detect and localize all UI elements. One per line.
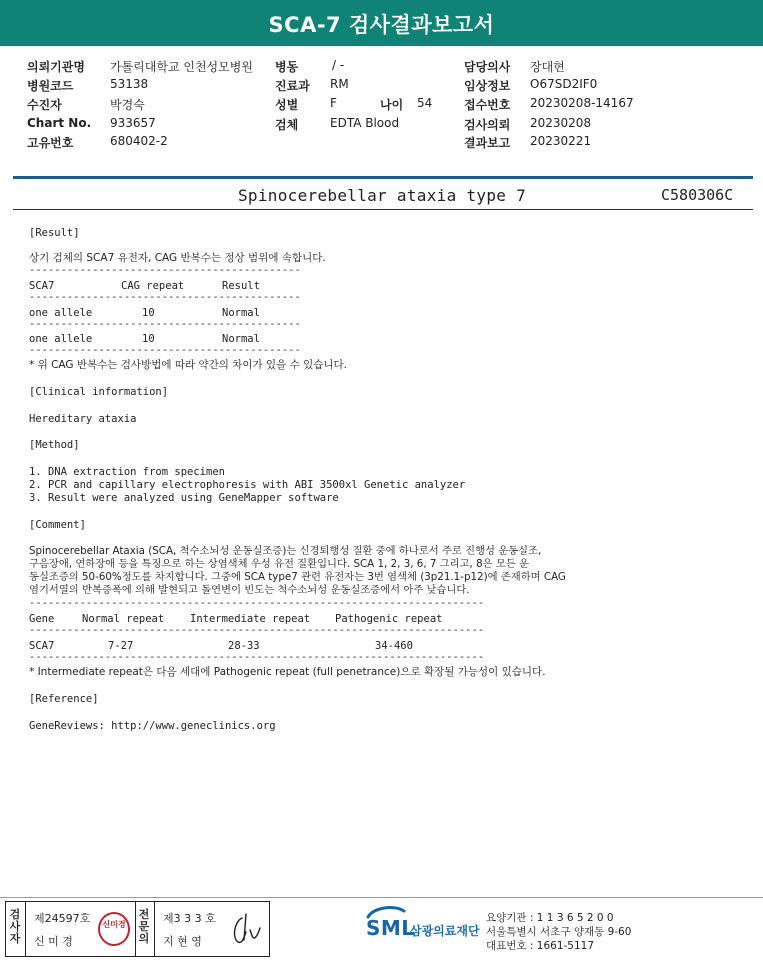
requesting-institution-value: 가톨릭대학교 인천성모병원 xyxy=(110,60,253,74)
corp-address: 서울특별시 서초구 양재동 9-60 xyxy=(486,926,632,938)
examiner-seal xyxy=(98,912,130,946)
result-note: * 위 CAG 반복수는 검사방법에 따라 약간의 차이가 있을 수 있습니다. xyxy=(29,359,348,371)
divider: ------------------------------------------- xyxy=(29,318,301,330)
result-heading: [Result] xyxy=(29,227,80,239)
chart-no-label: Chart No. xyxy=(27,116,92,130)
result-col-gene: SCA7 xyxy=(29,280,55,292)
result-row-allele: one allele xyxy=(29,333,93,345)
divider: ------------------------------------------------------------------------ xyxy=(29,624,485,636)
sex-label: 성별 xyxy=(275,98,299,112)
method-heading: [Method] xyxy=(29,439,80,451)
comment-line: 구음장애, 연하장애 등을 특징으로 하는 상염색체 우성 유전 질환입니다. SCA 1, 2, 3, 6, 7 그리고, 8은 모든 운 xyxy=(29,558,529,570)
department-label: 진료과 xyxy=(275,79,310,93)
method-step: 3. Result were analyzed using GeneMapper software xyxy=(29,492,339,504)
footer-divider xyxy=(0,897,763,898)
ward-value: / - xyxy=(332,58,345,72)
examiner-license: 제24597호 xyxy=(34,912,91,925)
result-row-repeat: 10 xyxy=(142,333,155,345)
report-title: SCA-7 검사결과보고서 xyxy=(0,0,763,46)
divider: ------------------------------------------- xyxy=(29,264,301,276)
seal-text: 신미경 xyxy=(102,920,126,929)
divider xyxy=(135,902,136,956)
clinical-text: Hereditary ataxia xyxy=(29,413,137,425)
comment-note: * Intermediate repeat은 다음 세대에 Pathogenic repeat (full penetrance)으로 확장될 가능성이 있습니다. xyxy=(29,666,546,678)
report-date-label: 결과보고 xyxy=(464,136,511,150)
specimen-label: 검체 xyxy=(275,118,299,132)
logo-mark: SML xyxy=(366,916,415,940)
result-col-cag: CAG repeat xyxy=(121,280,185,292)
comment-col-intermediate: Intermediate repeat xyxy=(190,613,311,625)
corp-phone: 대표번호 : 1661-5117 xyxy=(486,940,595,952)
examiner-name: 신 미 경 xyxy=(34,935,73,948)
hospital-code-label: 병원코드 xyxy=(27,79,74,93)
physician-value: 장대현 xyxy=(530,60,565,74)
report-date-value: 20230221 xyxy=(530,134,592,148)
divider: ------------------------------------------------------------------------ xyxy=(29,597,485,609)
result-row-repeat: 10 xyxy=(142,307,155,319)
comment-heading: [Comment] xyxy=(29,519,86,531)
method-step: 2. PCR and capillary electrophoresis with ABI 3500xl Genetic analyzer xyxy=(29,479,466,491)
comment-col-gene: Gene xyxy=(29,613,55,625)
comment-row-intermediate: 28-33 xyxy=(228,640,260,652)
comment-row-normal: 7-27 xyxy=(108,640,134,652)
title-underline xyxy=(13,209,753,210)
reference-heading: [Reference] xyxy=(29,693,99,705)
divider: ------------------------------------------- xyxy=(29,291,301,303)
specialist-license: 제3 3 3 호 xyxy=(163,912,216,925)
sex-value: F xyxy=(330,96,337,110)
physician-label: 담당의사 xyxy=(464,60,511,74)
result-row-result: Normal xyxy=(222,307,260,319)
clinical-heading: [Clinical information] xyxy=(29,386,169,398)
specimen-value: EDTA Blood xyxy=(330,116,400,130)
receipt-no-value: 20230208-14167 xyxy=(530,96,634,110)
hospital-code-value: 53138 xyxy=(110,77,149,91)
unique-id-value: 680402-2 xyxy=(110,134,168,148)
institution-code: 요양기관 : 1 1 3 6 5 2 0 0 xyxy=(486,912,614,924)
result-row-result: Normal xyxy=(222,333,260,345)
comment-line: 동실조증의 50-60%정도를 차지합니다. 그중에 SCA type7 관련 유전자는 3번 염색체 (3p21.1-p12)에 존재하며 CAG xyxy=(29,571,566,583)
specialist-vertical-label: 전 문 의 xyxy=(138,908,150,945)
comment-row-gene: SCA7 xyxy=(29,640,55,652)
examiner-vertical-label: 검 사 자 xyxy=(9,908,21,945)
signature-box xyxy=(5,901,270,957)
result-row-allele: one allele xyxy=(29,307,93,319)
comment-row-pathogenic: 34-460 xyxy=(375,640,413,652)
clinical-info-label: 임상정보 xyxy=(464,79,511,93)
chart-no-value: 933657 xyxy=(110,116,156,130)
corp-name: 삼광의료재단 xyxy=(410,924,480,938)
request-date-label: 검사의뢰 xyxy=(464,118,511,132)
comment-line: 염기서열의 반복증폭에 의해 발현되고 돌연변이 빈도는 척수소뇌성 운동실조증에서 아주 낮습니다. xyxy=(29,584,470,596)
patient-label: 수진자 xyxy=(27,98,62,112)
comment-col-normal: Normal repeat xyxy=(82,613,165,625)
comment-line: Spinocerebellar Ataxia (SCA, 척수소뇌성 운동실조증)는 신경퇴행성 질환 중에 하나로서 주로 진행성 운동실조, xyxy=(29,545,542,557)
divider: ------------------------------------------- xyxy=(29,344,301,356)
patient-value: 박경숙 xyxy=(110,98,145,112)
age-label: 나이 xyxy=(380,98,404,112)
request-date-value: 20230208 xyxy=(530,116,592,130)
divider xyxy=(25,902,26,956)
comment-col-pathogenic: Pathogenic repeat xyxy=(335,613,443,625)
divider: ------------------------------------------------------------------------ xyxy=(29,651,485,663)
unique-id-label: 고유번호 xyxy=(27,136,74,150)
result-summary: 상기 검체의 SCA7 유전자, CAG 반복수는 정상 범위에 속합니다. xyxy=(29,252,326,264)
divider xyxy=(154,902,155,956)
ward-label: 병동 xyxy=(275,60,299,74)
document-code: C580306C xyxy=(661,186,734,204)
document-title: Spinocerebellar ataxia type 7 xyxy=(238,186,527,205)
requesting-institution-label: 의뢰기관명 xyxy=(27,60,85,74)
department-value: RM xyxy=(330,77,349,91)
specialist-signature xyxy=(228,910,264,948)
receipt-no-label: 접수번호 xyxy=(464,98,511,112)
reference-link[interactable]: GeneReviews: http://www.geneclinics.org xyxy=(29,720,276,732)
clinical-info-value: O67SD2IF0 xyxy=(530,77,598,91)
age-value: 54 xyxy=(417,96,433,110)
header-divider xyxy=(13,176,753,179)
method-step: 1. DNA extraction from specimen xyxy=(29,466,225,478)
result-col-result: Result xyxy=(222,280,260,292)
specialist-name: 지 현 영 xyxy=(163,935,202,948)
